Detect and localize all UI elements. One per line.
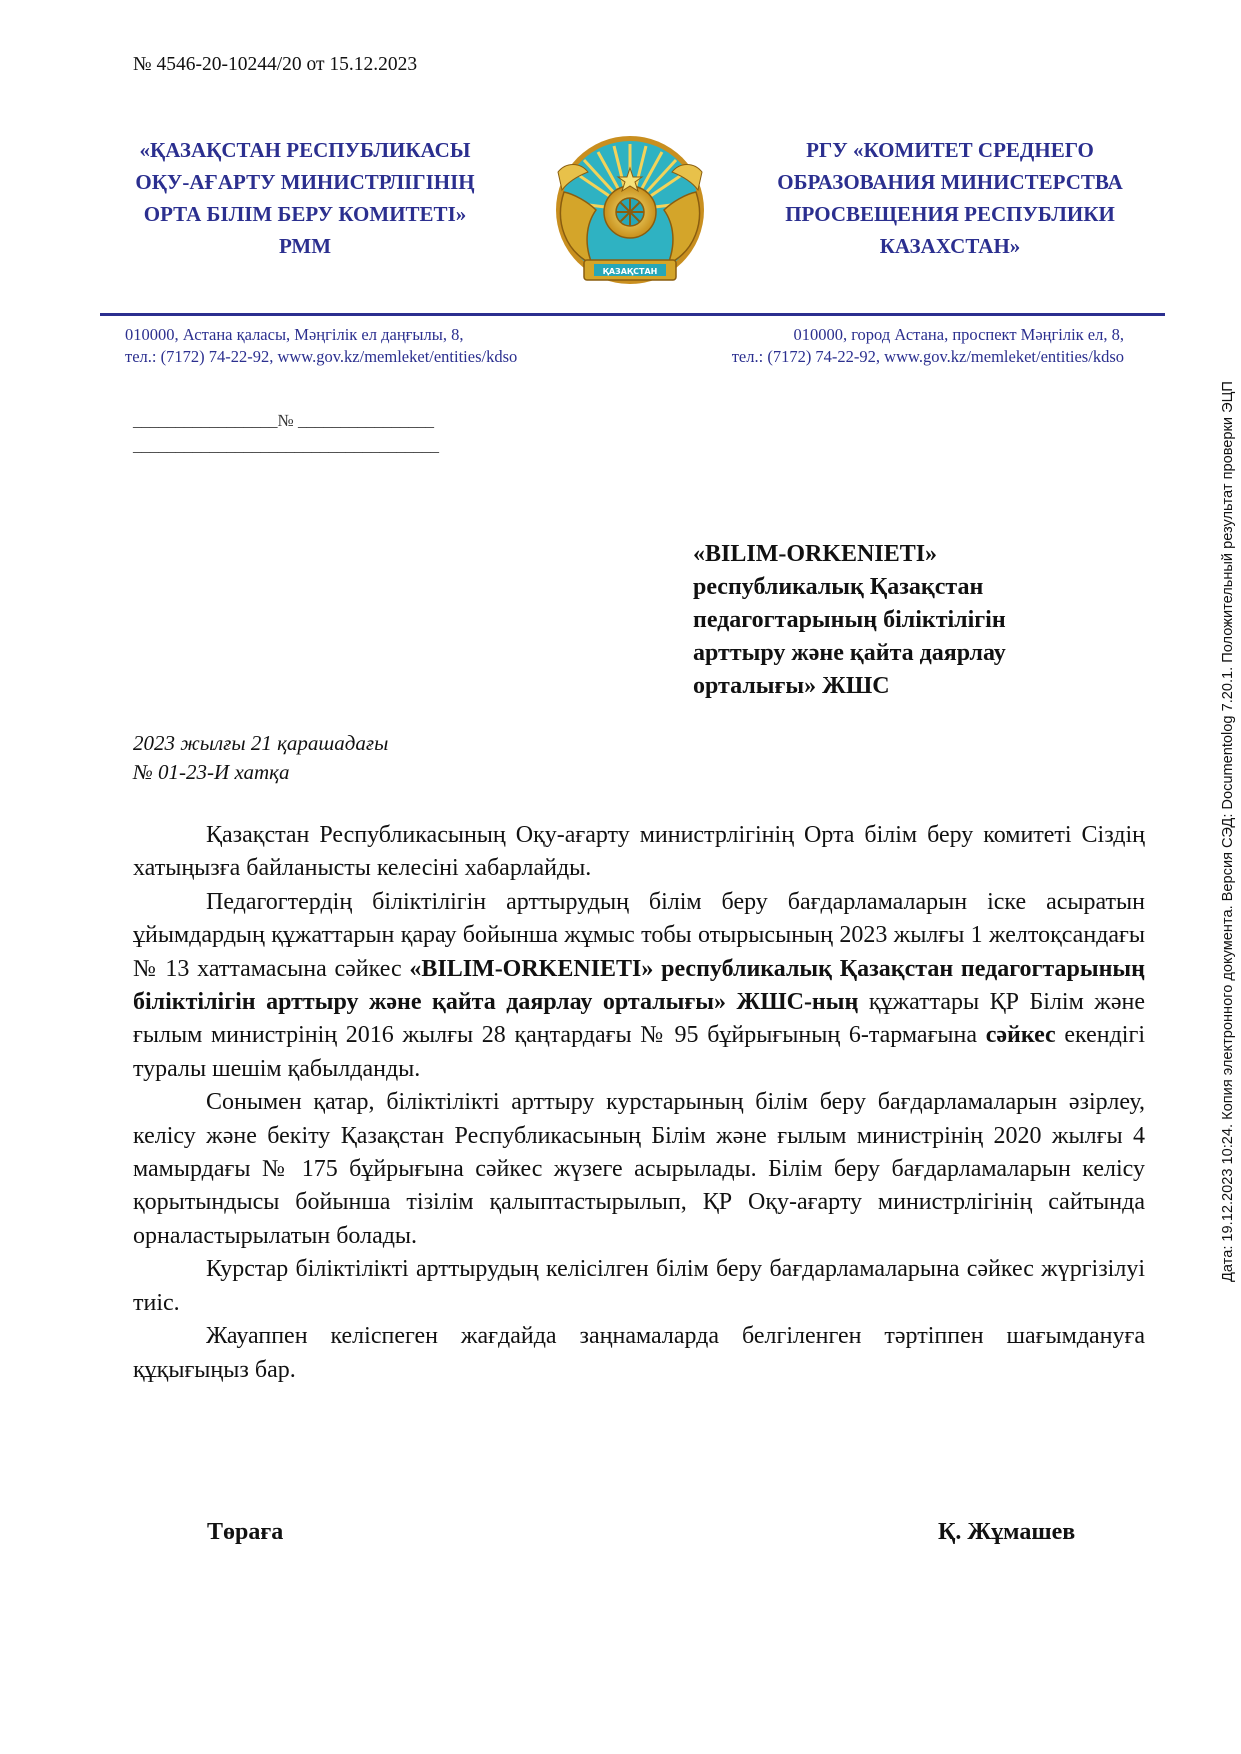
address-kz <box>125 324 517 368</box>
reference-block <box>133 729 388 787</box>
org-ru-line: ОБРАЗОВАНИЯ МИНИСТЕРСТВА <box>777 170 1123 194</box>
body-paragraph: Сонымен қатар, біліктілікті арттыру курстарының білім беру бағдарламаларын әзірлеу, келісу және бекіту Қазақстан Республикасының Білім және ғылым министрінің 2020 жылғы 4 мамырдағы № 175 бұйрығына сәйкес жүзеге асырылады. Білім беру бағдарламаларын келісу қорытындысы бойынша тізілім қалыптастырылып, ҚР Оқу-ағарту министрлігінің сайтында орналастырылатын болады. <box>133 1089 1145 1249</box>
body-paragraph: Қазақстан Республикасының Оқу-ағарту министрлігінің Орта білім беру комитеті Сіздің хатыңызға байланысты келесіні хабарлайды. <box>133 822 1145 882</box>
body-paragraph: Жауаппен келіспеген жағдайда заңнамаларда белгіленген тәртіппен шағымдануға құқығыңыз бар. <box>133 1323 1145 1383</box>
body-paragraph <box>133 886 1145 1086</box>
signer-title: Төраға <box>207 1519 284 1545</box>
signer-name: Қ. Жұмашев <box>938 1519 1076 1545</box>
emblem-label: ҚАЗАҚСТАН <box>602 267 658 276</box>
state-emblem-icon <box>544 132 716 292</box>
org-ru-line: ПРОСВЕЩЕНИЯ РЕСПУБЛИКИ <box>785 202 1115 226</box>
address-ru <box>732 324 1124 368</box>
recipient-line: «BILIM-ORKENIETI» <box>693 541 938 567</box>
registration-blank-line-2: ____________________________________ <box>133 436 439 455</box>
body-bold-span: «BILIM-ORKENIETI» республикалық Қазақстан педагогтарының біліктілігін арттыру және қайта даярлау орталығы» ЖШС-ның <box>133 955 1145 1016</box>
reference-line: № 01-23-И хатқа <box>133 760 290 784</box>
reference-line: 2023 жылғы 21 қарашадағы <box>133 731 389 755</box>
org-kz-line: ОҚУ-АҒАРТУ МИНИСТРЛІГІНІҢ <box>135 170 475 194</box>
organization-name-ru <box>740 134 1160 262</box>
recipient-line: арттыру және қайта даярлау <box>693 640 1006 666</box>
letter-body <box>133 819 1145 1387</box>
org-kz-line: «ҚАЗАҚСТАН РЕСПУБЛИКАСЫ <box>139 138 471 162</box>
organization-name-kz <box>100 134 510 262</box>
org-kz-line: ОРТА БІЛІМ БЕРУ КОМИТЕТІ» <box>143 202 467 226</box>
registration-blank-line: _________________№ ________________ <box>133 411 434 430</box>
body-text-span: Педагогтердің біліктілігін арттырудың білім беру бағдарламаларын іске асыратын ұйымдардың құжаттарын қарау бойынша жұмыс тобы отырысының 2023 жылғы 1 желтоқсандағы № 13 хаттамасына сәйкес <box>133 888 1145 982</box>
document-page: № 4546-20-10244/20 от 15.12.2023 «ҚАЗАҚСТАН РЕСПУБЛИКАСЫ ОҚУ-АҒАРТУ МИНИСТРЛІГІНІҢ ОРТА БІЛІМ БЕРУ КОМИТЕТІ» РММ ҚАЗАҚСТАН РГУ «КОМИТЕТ СРЕДНЕГО ОБРАЗОВАНИЯ МИНИСТЕРСТВА ПРОСВЕЩЕНИЯ РЕСПУБЛИКИ КАЗАХСТАН» 010000, Астана қаласы, Мәңгілік ел даңғылы, 8, тел.: (7172) 74-22-92, www.gov.kz/memleket/entities/kdso 010000, город Астана, проспект Мәңгілік ел, 8, тел.: (7172) 74-22-92, www.gov.kz/memleket/entities/kdso _________________№ ________________ ____________________________________ «BILIM-ORKENIETI» республикалық Қазақстан педагогтарының біліктілігін арттыру және қайта даярлау орталығы» ЖШС 2023 жылғы 21 қарашадағы № 01-23-И хатқа Қазақстан Республикасының Оқу-ағарту министрлігінің Орта білім беру комитеті Сіздің хатыңызға байланысты келесіні хабарлайды. Педагогтердің біліктілігін арттырудың білім беру бағдарламаларын іске асыратын ұйымдардың құжаттарын қарау бойынша жұмыс тобы отырысының 2023 жылғы 1 желтоқсандағы № 13 хаттамасына сәйкес «BILIM-ORKENIETI» республикалық Қазақстан педагогтарының біліктілігін арттыру және қайта даярлау орталығы» ЖШС-ның құжаттары ҚР Білім және ғылым министрінің 2016 жылғы 28 қаңтардағы № 95 бұйрығының 6-тармағына сәйкес екендігі туралы шешім қабылданды. Сонымен қатар, біліктілікті арттыру курстарының білім беру бағдарламаларын әзірлеу, келісу және бекіту Қазақстан Республикасының Білім және ғылым министрінің 2020 жылғы 4 мамырдағы № 175 бұйрығына сәйкес жүзеге асырылады. Білім беру бағдарламаларын келісу қорытындысы бойынша тізілім қалыптастырылып, ҚР Оқу-ағарту министрлігінің сайтында орналастырылатын болады. Курстар біліктілікті арттырудың келісілген білім беру бағдарламаларына сәйкес жүргізілуі тиіс. Жауаппен келіспеген жағдайда заңнамаларда белгіленген тәртіппен шағымдануға құқығыңыз бар. Төраға Қ. Жұмашев Дата: 19.12.2023 10:24. Копия электронного документа. Версия СЭД: Documentolog 7.20.1. Положительный результат проверки ЭЦП <box>0 0 1241 1754</box>
body-text-span: құжаттары ҚР Білім және ғылым министрінің 2016 жылғы 28 қаңтардағы № 95 бұйрығының 6-тармағына <box>133 989 1145 1049</box>
recipient-line: республикалық Қазақстан <box>693 574 984 600</box>
address-kz-line: тел.: (7172) 74-22-92, www.gov.kz/memleket/entities/kdso <box>125 347 518 366</box>
address-ru-line: тел.: (7172) 74-22-92, www.gov.kz/memleket/entities/kdso <box>731 347 1124 366</box>
address-kz-line: 010000, Астана қаласы, Мәңгілік ел даңғылы, 8, <box>125 325 464 344</box>
org-ru-line: КАЗАХСТАН» <box>879 234 1021 258</box>
recipient-line: орталығы» ЖШС <box>693 673 890 699</box>
org-ru-line: РГУ «КОМИТЕТ СРЕДНЕГО <box>806 138 1094 162</box>
body-bold-span: сәйкес <box>985 1022 1056 1049</box>
document-number: № 4546-20-10244/20 от 15.12.2023 <box>133 54 418 75</box>
address-ru-line: 010000, город Астана, проспект Мәңгілік ел, 8, <box>793 325 1124 344</box>
recipient-line: педагогтарының біліктілігін <box>693 607 1006 633</box>
header-divider <box>100 313 1165 316</box>
org-kz-line: РММ <box>278 234 332 258</box>
body-text-span: екендігі туралы шешім қабылданды. <box>133 1022 1145 1082</box>
body-paragraph: Курстар біліктілікті арттырудың келісілген білім беру бағдарламаларына сәйкес жүргізілуі тиіс. <box>133 1256 1145 1316</box>
recipient-block <box>693 538 1113 703</box>
